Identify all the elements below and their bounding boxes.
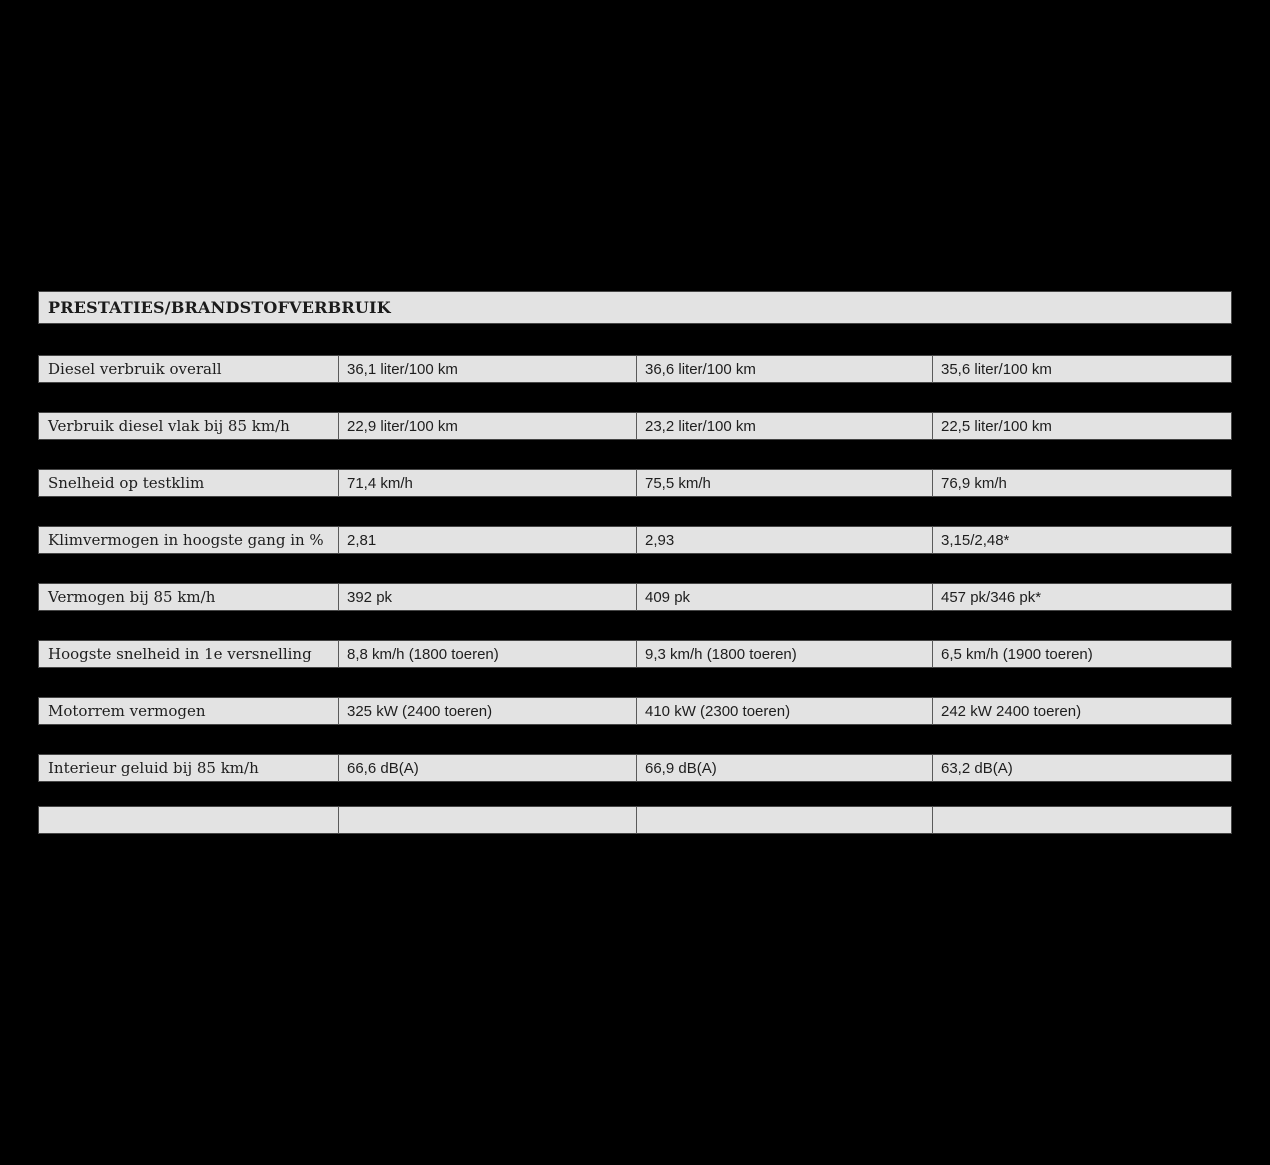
row-label-cell: Interieur geluid bij 85 km/h xyxy=(38,754,338,782)
row-value-cell: 76,9 km/h xyxy=(932,469,1232,497)
row-value-cell: 22,9 liter/100 km xyxy=(338,412,636,440)
spec-table xyxy=(38,291,1232,834)
row-value-cell: 22,5 liter/100 km xyxy=(932,412,1232,440)
table-row xyxy=(38,640,1232,668)
row-value-cell: 9,3 km/h (1800 toeren) xyxy=(636,640,932,668)
row-value-cell: 392 pk xyxy=(338,583,636,611)
table-row xyxy=(38,469,1232,497)
row-label-cell: Verbruik diesel vlak bij 85 km/h xyxy=(38,412,338,440)
row-label-cell xyxy=(38,806,338,834)
row-value-cell: 8,8 km/h (1800 toeren) xyxy=(338,640,636,668)
row-value-cell xyxy=(636,806,932,834)
row-label-cell: Klimvermogen in hoogste gang in % xyxy=(38,526,338,554)
row-value-cell xyxy=(338,806,636,834)
table-header-row xyxy=(38,291,1232,324)
row-value-cell: 3,15/2,48* xyxy=(932,526,1232,554)
row-value-cell: 36,6 liter/100 km xyxy=(636,355,932,383)
table-row xyxy=(38,583,1232,611)
row-value-cell: 242 kW 2400 toeren) xyxy=(932,697,1232,725)
row-label-cell: Diesel verbruik overall xyxy=(38,355,338,383)
row-value-cell: 457 pk/346 pk* xyxy=(932,583,1232,611)
row-value-cell: 63,2 dB(A) xyxy=(932,754,1232,782)
spec-table-rows xyxy=(38,355,1232,834)
row-value-cell: 2,93 xyxy=(636,526,932,554)
table-row xyxy=(38,526,1232,554)
row-value-cell: 409 pk xyxy=(636,583,932,611)
table-row xyxy=(38,806,1232,834)
row-value-cell xyxy=(932,806,1232,834)
row-value-cell: 35,6 liter/100 km xyxy=(932,355,1232,383)
row-value-cell: 66,9 dB(A) xyxy=(636,754,932,782)
table-title: PRESTATIES/BRANDSTOFVERBRUIK xyxy=(48,298,391,317)
row-value-cell: 325 kW (2400 toeren) xyxy=(338,697,636,725)
row-value-cell: 410 kW (2300 toeren) xyxy=(636,697,932,725)
row-value-cell: 71,4 km/h xyxy=(338,469,636,497)
table-row xyxy=(38,412,1232,440)
row-value-cell: 66,6 dB(A) xyxy=(338,754,636,782)
row-value-cell: 2,81 xyxy=(338,526,636,554)
table-row xyxy=(38,697,1232,725)
row-label-cell: Snelheid op testklim xyxy=(38,469,338,497)
row-label-cell: Motorrem vermogen xyxy=(38,697,338,725)
row-value-cell: 36,1 liter/100 km xyxy=(338,355,636,383)
row-value-cell: 6,5 km/h (1900 toeren) xyxy=(932,640,1232,668)
table-row xyxy=(38,754,1232,782)
row-label-cell: Vermogen bij 85 km/h xyxy=(38,583,338,611)
table-row xyxy=(38,355,1232,383)
row-label-cell: Hoogste snelheid in 1e versnelling xyxy=(38,640,338,668)
row-value-cell: 75,5 km/h xyxy=(636,469,932,497)
row-value-cell: 23,2 liter/100 km xyxy=(636,412,932,440)
